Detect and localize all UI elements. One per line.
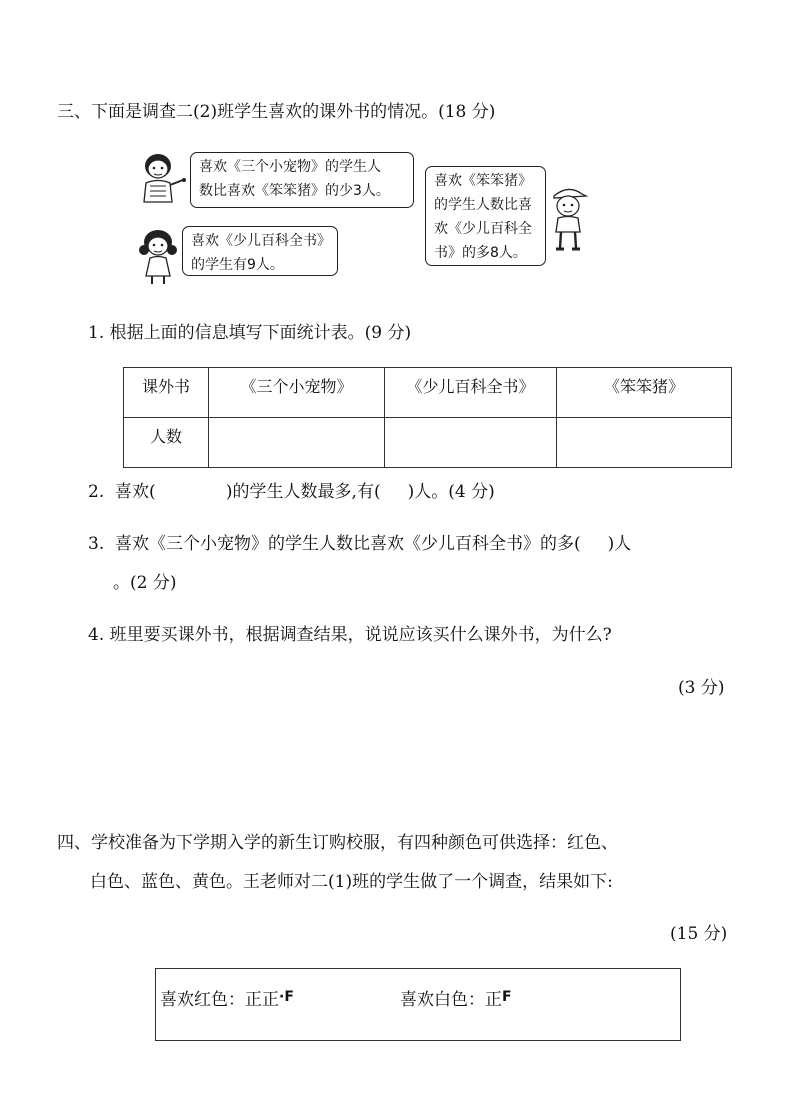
answer-cell-encyclopedia[interactable] [385,418,557,468]
white-tally-partial: F [502,989,512,1005]
boy-pointing-illustration [136,150,190,204]
question-3: 3. 喜欢《三个小宠物》的学生人数比喜欢《少儿百科全书》的多( )人 [88,534,632,554]
bubble-text-line: 书》的多8人。 [434,245,527,261]
boy-with-cap-illustration [548,184,590,254]
section-3-heading: 三、下面是调查二(2)班学生喜欢的课外书的情况。(18 分) [57,102,496,122]
speech-bubble-cap-boy [425,166,546,266]
speech-bubble-girl [182,226,338,276]
survey-record-box [155,968,681,1041]
table-header-cell: 《三个小宠物》 [209,368,385,418]
white-label: 喜欢白色： [400,990,485,1010]
table-row-label: 人数 [124,418,209,468]
answer-cell-three-pets[interactable] [209,418,385,468]
table-header-cell: 《笨笨猪》 [557,368,732,418]
red-tally: 正正 [245,990,279,1010]
section-4-heading: 四、学校准备为下学期入学的新生订购校服，有四种颜色可供选择：红色、 [57,833,618,853]
section-4-points: (15 分) [670,924,728,944]
bubble-text-line: 喜欢《三个小宠物》的学生人 [199,159,381,175]
survey-stats-table [123,367,732,468]
speech-bubble-boy [190,152,414,208]
bubble-text-line: 数比喜欢《笨笨猪》的少3人。 [199,183,390,199]
table-header-cell: 课外书 [124,368,209,418]
bubble-text-line: 的学生人数比喜 [434,197,532,213]
question-4: 4. 班里要买课外书，根据调查结果，说说应该买什么课外书，为什么? [88,625,612,645]
white-tally: 正 [485,990,502,1010]
answer-cell-clumsy-pig[interactable] [557,418,732,468]
bubble-text-line: 喜欢《少儿百科全书》 [191,233,331,249]
table-row [124,418,732,468]
white-tally-record [400,985,512,1010]
red-label: 喜欢红色： [160,990,245,1010]
bubble-text-line: 的学生有9人。 [191,257,284,273]
section-4-heading-continued: 白色、蓝色、黄色。王老师对二(1)班的学生做了一个调查，结果如下: [90,872,613,892]
question-4-points: (3 分) [678,678,725,698]
bubble-text-line: 喜欢《笨笨猪》 [434,173,532,189]
red-tally-record [160,985,294,1010]
girl-illustration [136,226,186,286]
question-1: 1. 根据上面的信息填写下面统计表。(9 分) [88,323,412,343]
table-header-row [124,368,732,418]
table-header-cell: 《少儿百科全书》 [385,368,557,418]
bubble-text-line: 欢《少儿百科全 [434,221,532,237]
red-tally-partial: ·F [279,989,294,1005]
question-2: 2. 喜欢( )的学生人数最多,有( )人。(4 分) [88,482,495,502]
question-3-continued: 。(2 分) [113,573,177,593]
